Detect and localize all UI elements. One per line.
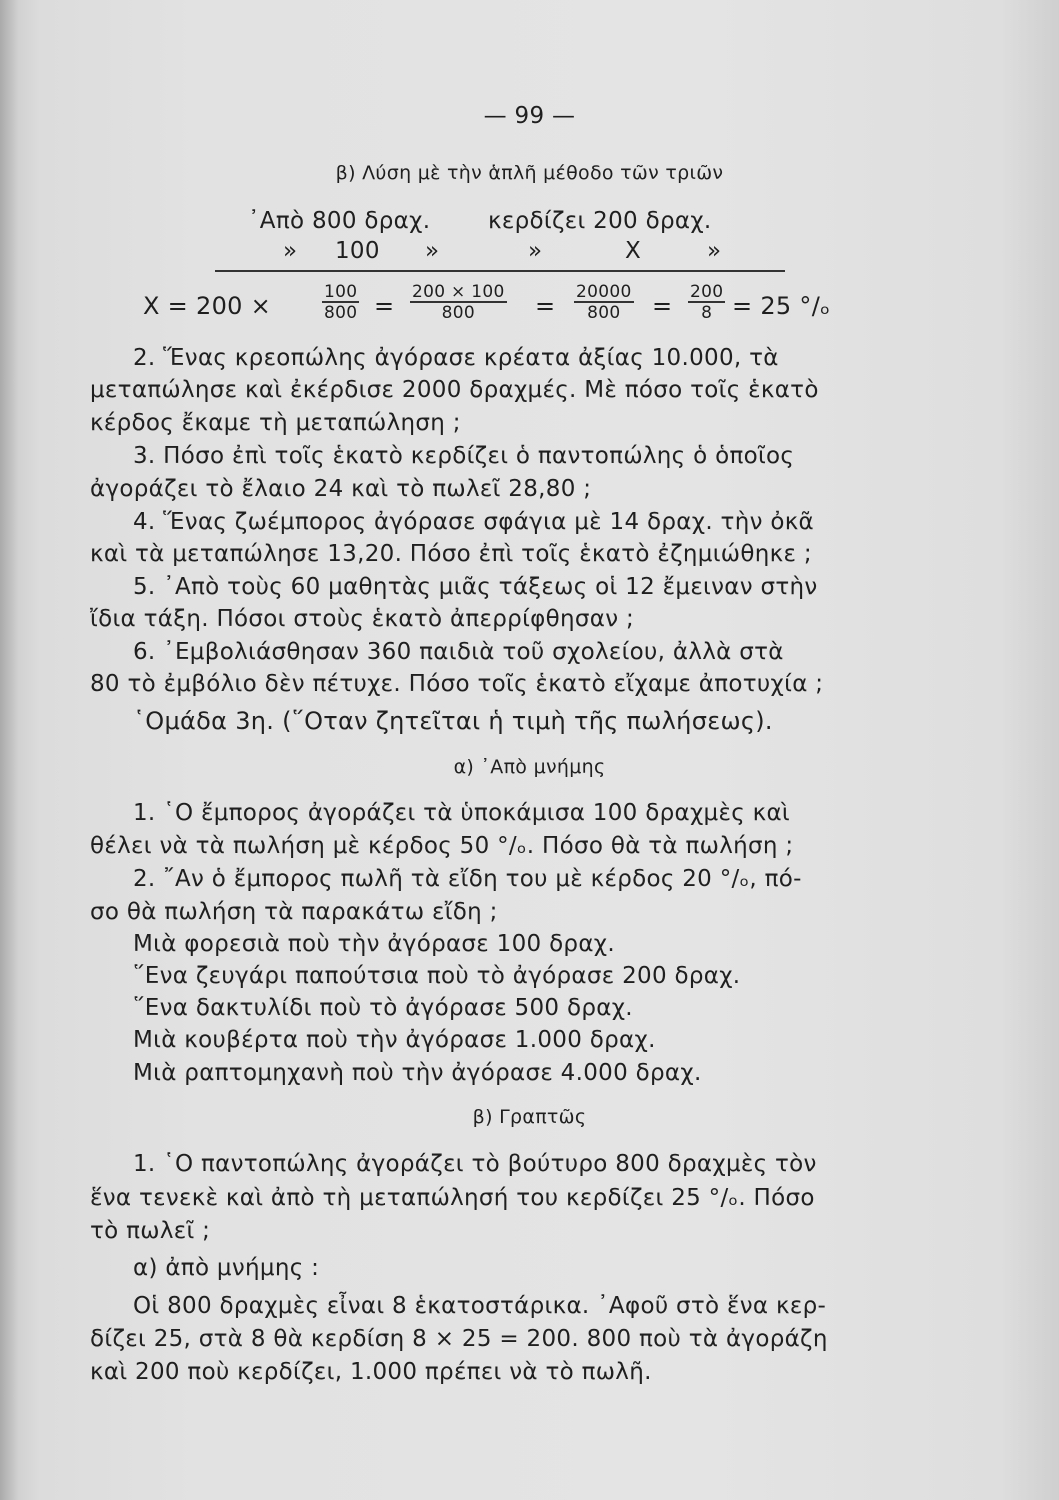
fraction-2-numerator: 200 × 100 — [412, 282, 505, 302]
problem-line: ἕνα τενεκὲ καὶ ἀπὸ τὴ μεταπώλησή του κερδίζει 25 °/ₒ. Πόσο — [90, 1185, 815, 1211]
fraction-1 — [322, 283, 359, 323]
problem-line: ἴδια τάξη. Πόσοι στοὺς ἑκατὸ ἀπερρίφθησαν ; — [90, 606, 635, 632]
problem-line: τὸ πωλεῖ ; — [90, 1218, 211, 1244]
problem-line: θέλει νὰ τὰ πωλήση μὲ κέρδος 50 °/ₒ. Πόσο θὰ τὰ πωλήση ; — [90, 833, 794, 859]
problem-line: 2. Ἕνας κρεοπώλης ἀγόρασε κρέατα ἀξίας 10.000, τὰ — [133, 345, 779, 371]
problem-line: 1. ῾Ο παντοπώλης ἀγοράζει τὸ βούτυρο 800 δραχμὲς τὸν — [133, 1151, 817, 1177]
item-line: ῞Ενα δακτυλίδι ποὺ τὸ ἀγόρασε 500 δραχ. — [133, 995, 633, 1021]
formula-lhs: X = 200 × — [143, 292, 272, 320]
problem-line: μεταπώλησε καὶ ἐκέρδισε 2000 δραχμές. Μὲ πόσο τοῖς ἑκατὸ — [90, 377, 819, 403]
fraction-3 — [574, 283, 634, 323]
method-title: β) Λύση μὲ τὴν ἁπλῆ μέθοδο τῶν τριῶν — [335, 162, 724, 184]
solution-label: α) ἀπὸ μνήμης : — [133, 1255, 320, 1281]
problem-line: 4. Ἕνας ζωέμπορος ἀγόρασε σφάγια μὲ 14 δραχ. τὴν ὀκᾶ — [133, 509, 815, 535]
fraction-4-numerator: 200 — [690, 282, 724, 302]
solution-line: Οἱ 800 δραχμὲς εἶναι 8 ἑκατοστάρικα. ᾽Αφοῦ στὸ ἕνα κερ- — [133, 1293, 827, 1319]
solution-line: καὶ 200 ποὺ κερδίζει, 1.000 πρέπει νὰ τὸ πωλῆ. — [90, 1359, 652, 1385]
problem-line: σο θὰ πωλήση τὰ παρακάτω εἴδη ; — [90, 899, 498, 925]
group-heading: ῾Ομάδα 3η. (῞Οταν ζητεῖται ἡ τιμὴ τῆς πωλήσεως). — [133, 707, 773, 735]
problem-line: κέρδος ἔκαμε τὴ μεταπώληση ; — [90, 410, 461, 436]
problem-line: καὶ τὰ μεταπώλησε 13,20. Πόσο ἐπὶ τοῖς ἑκατὸ ἐζημιώθηκε ; — [90, 541, 812, 567]
problem-line: ἀγοράζει τὸ ἔλαιο 24 καὶ τὸ πωλεῖ 28,80 ; — [90, 476, 592, 502]
solution-line: δίζει 25, στὰ 8 θὰ κερδίση 8 × 25 = 200. 800 ποὺ τὰ ἀγοράζη — [90, 1326, 828, 1352]
rule-row2-ditto: » — [425, 238, 440, 264]
formula-result: = 25 °/ₒ — [732, 292, 831, 320]
page-number: — 99 — — [483, 103, 576, 129]
formula-equals: = — [535, 292, 556, 320]
formula-equals: = — [652, 292, 673, 320]
fraction-2 — [410, 283, 507, 323]
item-line: ῞Ενα ζευγάρι παπούτσια ποὺ τὸ ἀγόρασε 200 δραχ. — [133, 963, 741, 989]
fraction-1-denominator: 800 — [324, 303, 358, 323]
rule-row2-ditto: » — [528, 238, 543, 264]
subheading-from-memory: α) ᾽Απὸ μνήμης — [453, 756, 606, 778]
subheading-written: β) Γραπτῶς — [472, 1106, 587, 1128]
page-binding-shadow — [0, 0, 18, 1500]
problem-line: 1. ῾Ο ἔμπορος ἀγοράζει τὰ ὑποκάμισα 100 δραχμὲς καὶ — [133, 800, 791, 826]
item-line: Μιὰ κουβέρτα ποὺ τὴν ἀγόρασε 1.000 δραχ. — [133, 1027, 656, 1053]
rule-row1-left: ᾽Απὸ 800 δραχ. — [248, 208, 431, 234]
problem-line: 80 τὸ ἐμβόλιο δὲν πέτυχε. Πόσο τοῖς ἑκατὸ εἴχαμε ἀποτυχία ; — [90, 671, 824, 697]
rule-row2-ditto: » — [707, 238, 722, 264]
item-line: Μιὰ ραπτομηχανὴ ποὺ τὴν ἀγόρασε 4.000 δραχ. — [133, 1060, 702, 1086]
problem-line: 2. ῎Αν ὁ ἔμπορος πωλῆ τὰ εἴδη του μὲ κέρδος 20 °/ₒ, πό- — [133, 866, 802, 892]
rule-row1-right: κερδίζει 200 δραχ. — [488, 208, 712, 234]
fraction-4 — [688, 283, 725, 323]
fraction-3-numerator: 20000 — [576, 282, 632, 302]
rule-row2-unknown: X — [625, 238, 642, 264]
rule-row2-value: 100 — [335, 238, 380, 264]
fraction-2-denominator: 800 — [441, 303, 475, 323]
problem-line: 3. Πόσο ἐπὶ τοῖς ἑκατὸ κερδίζει ὁ παντοπώλης ὁ ὁποῖος — [133, 443, 795, 469]
formula-equals: = — [374, 292, 395, 320]
rule-row2-ditto: » — [283, 238, 298, 264]
fraction-3-denominator: 800 — [587, 303, 621, 323]
rule-divider-line — [215, 270, 785, 272]
problem-line: 5. ᾽Απὸ τοὺς 60 μαθητὰς μιᾶς τάξεως οἱ 12 ἔμειναν στὴν — [133, 574, 818, 600]
fraction-1-numerator: 100 — [324, 282, 358, 302]
problem-line: 6. ᾽Εμβολιάσθησαν 360 παιδιὰ τοῦ σχολείου, ἀλλὰ στὰ — [133, 639, 784, 665]
fraction-4-denominator: 8 — [701, 303, 713, 323]
item-line: Μιὰ φορεσιὰ ποὺ τὴν ἀγόρασε 100 δραχ. — [133, 931, 615, 957]
